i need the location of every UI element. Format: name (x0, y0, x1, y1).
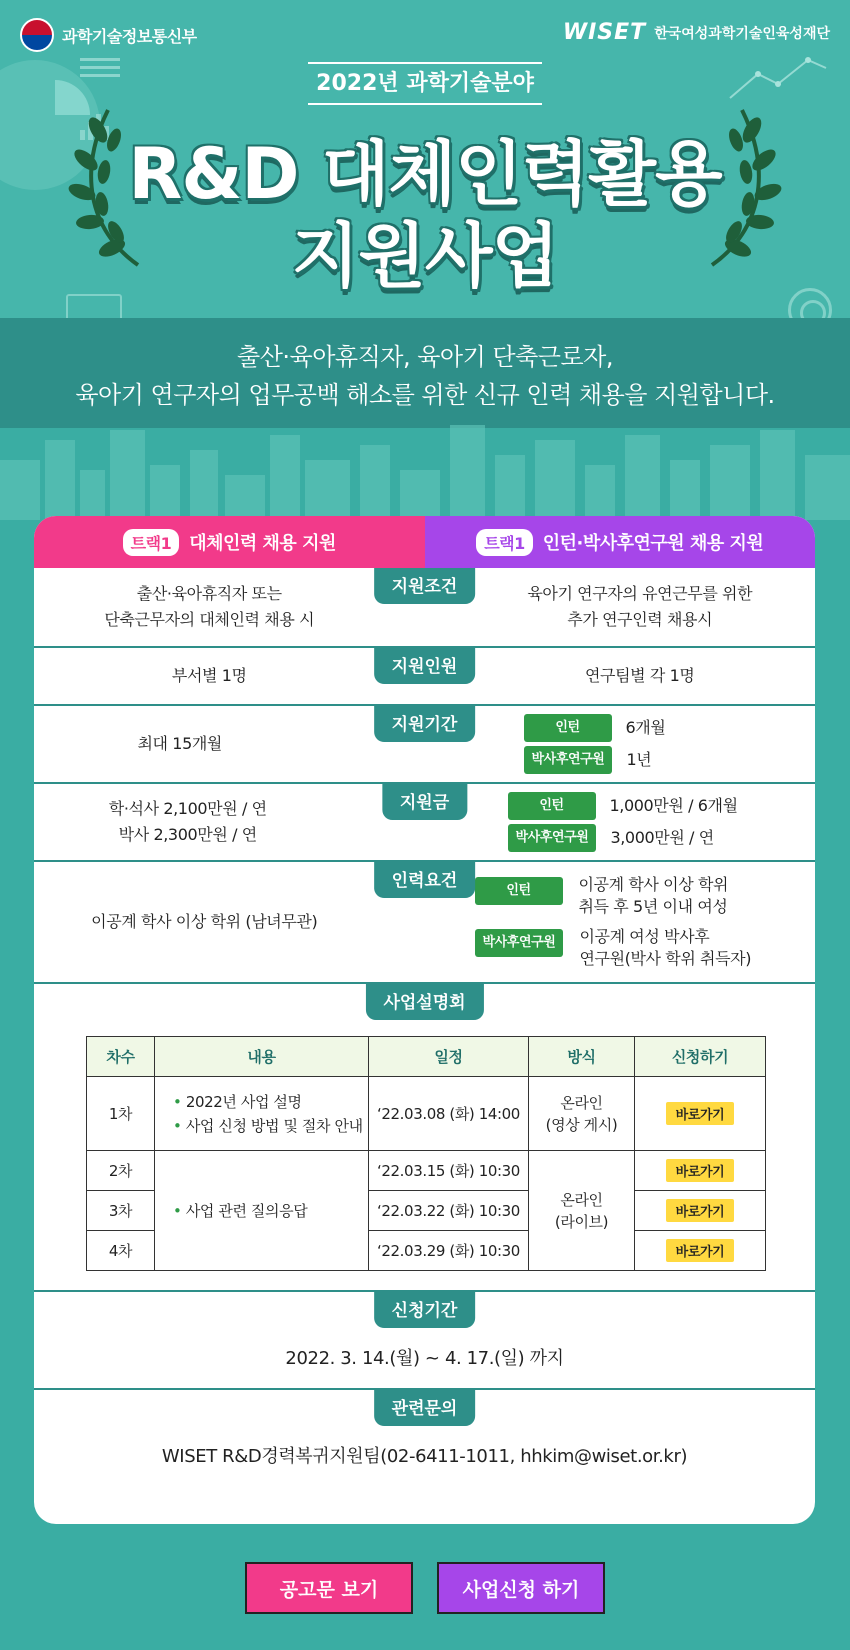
condition-left-line1: 출산·육아휴직자 또는 (136, 584, 282, 603)
amount-intern-value: 1,000만원 / 6개월 (609, 796, 738, 815)
apply-cell (635, 1231, 766, 1271)
round-cell: 2차 (87, 1151, 155, 1191)
row-duration (34, 706, 815, 784)
tag-duration: 지원기간 (374, 706, 476, 742)
tag-count: 지원인원 (374, 648, 476, 684)
row-amount (34, 784, 815, 862)
count-right-text: 연구팀별 각 1명 (585, 666, 695, 685)
info-card (34, 516, 815, 1524)
requirement-intern-text (579, 874, 729, 918)
section-briefing (34, 984, 815, 1292)
track2-header (425, 516, 816, 568)
content-item: • 2022년 사업 설명 (173, 1090, 368, 1114)
apply-cell (635, 1151, 766, 1191)
apply-business-button[interactable]: 사업신청 하기 (437, 1562, 605, 1614)
content-item: • 사업 관련 질의응답 (173, 1199, 368, 1223)
round-cell: 3차 (87, 1191, 155, 1231)
intro-line1: 출산·육아휴직자, 육아기 단축근로자, (237, 343, 613, 371)
go-button-2[interactable]: 바로가기 (666, 1159, 735, 1182)
amount-left (34, 784, 382, 860)
table-row (87, 1077, 766, 1151)
tag-briefing: 사업설명회 (365, 984, 483, 1020)
badge-intern: 인턴 (475, 877, 563, 905)
date-cell: ‘22.03.08 (화) 14:00 (369, 1077, 529, 1151)
tag-condition: 지원조건 (374, 568, 476, 604)
date-cell: ‘22.03.22 (화) 10:30 (369, 1191, 529, 1231)
tag-amount: 지원금 (382, 784, 467, 820)
cta-buttons (0, 1562, 850, 1614)
requirement-left (34, 862, 415, 982)
method-cell (529, 1077, 635, 1151)
requirement-intern (475, 874, 729, 918)
intro-line2: 육아기 연구자의 업무공백 해소를 위한 신규 인력 채용을 지원합니다. (75, 381, 775, 409)
table-row (87, 1151, 766, 1191)
hero-header (0, 0, 850, 320)
round-cell: 1차 (87, 1077, 155, 1151)
condition-right (425, 568, 816, 646)
badge-intern: 인턴 (508, 792, 596, 820)
table-header-row (87, 1037, 766, 1077)
condition-right-line2: 추가 연구인력 채용시 (567, 610, 713, 629)
content-cell (155, 1151, 369, 1271)
duration-intern (524, 714, 666, 742)
duration-postdoc-value: 1년 (626, 750, 652, 769)
go-button-1[interactable]: 바로가기 (666, 1102, 735, 1125)
content-cell (155, 1077, 369, 1151)
method-cell (529, 1151, 635, 1271)
badge-intern: 인턴 (524, 714, 612, 742)
apply-cell (635, 1077, 766, 1151)
apply-cell (635, 1191, 766, 1231)
taegeuk-icon (20, 18, 54, 52)
briefing-table (86, 1036, 766, 1271)
content-item: • 사업 신청 방법 및 절차 안내 (173, 1114, 368, 1138)
section-contact (34, 1390, 815, 1500)
requirement-postdoc (475, 926, 752, 970)
count-left-text: 부서별 1명 (171, 666, 247, 685)
requirement-postdoc-text (579, 926, 751, 970)
year-badge (0, 62, 850, 105)
method-line1: 온라인 (560, 1190, 603, 1209)
date-cell: ‘22.03.15 (화) 10:30 (369, 1151, 529, 1191)
requirement-left-text: 이공계 학사 이상 학위 (남녀무관) (91, 912, 318, 931)
col-apply: 신청하기 (635, 1037, 766, 1077)
tag-contact: 관련문의 (374, 1390, 476, 1426)
go-button-4[interactable]: 바로가기 (666, 1239, 735, 1262)
badge-postdoc: 박사후연구원 (475, 929, 564, 957)
badge-postdoc: 박사후연구원 (508, 824, 597, 852)
section-apply-period (34, 1292, 815, 1390)
wiset-logo (563, 20, 830, 45)
city-skyline (0, 420, 850, 520)
row-condition (34, 568, 815, 648)
wiset-wordmark: WISET (562, 20, 647, 45)
row-requirement (34, 862, 815, 984)
amount-postdoc (508, 824, 714, 852)
ministry-logo (20, 18, 197, 52)
view-notice-button[interactable]: 공고문 보기 (245, 1562, 413, 1614)
amount-left-line1: 학·석사 2,100만원 / 연 (108, 799, 267, 818)
badge-postdoc: 박사후연구원 (524, 746, 613, 774)
track2-label: 인턴·박사후연구원 채용 지원 (542, 533, 764, 554)
tag-requirement: 인력요건 (374, 862, 476, 898)
method-line2: (라이브) (554, 1212, 609, 1231)
tag-apply-period: 신청기간 (374, 1292, 476, 1328)
col-date: 일정 (369, 1037, 529, 1077)
count-left (34, 648, 425, 704)
go-button-3[interactable]: 바로가기 (666, 1199, 735, 1222)
year-badge-text: 2022년 과학기술분야 (308, 62, 542, 105)
condition-left (34, 568, 425, 646)
wiset-org-name: 한국여성과학기술인육성재단 (654, 25, 830, 42)
amount-left-line2: 박사 2,300만원 / 연 (118, 825, 257, 844)
requirement-intern-line1: 이공계 학사 이상 학위 (578, 875, 729, 894)
col-method: 방식 (529, 1037, 635, 1077)
track1-label: 대체인력 채용 지원 (189, 533, 336, 554)
date-cell: ‘22.03.29 (화) 10:30 (369, 1231, 529, 1271)
track2-pill: 트랙1 (476, 529, 533, 556)
requirement-postdoc-line1: 이공계 여성 박사후 (579, 927, 710, 946)
amount-postdoc-value: 3,000만원 / 연 (610, 828, 714, 847)
contact-text: WISET R&D경력복귀지원팀(02-6411-1011, hhkim@wiset.or.kr) (161, 1446, 688, 1467)
requirement-postdoc-line2: 연구원(박사 학위 취득자) (579, 949, 752, 968)
page-title-line2: 지원사업 (291, 215, 559, 297)
condition-left-line2: 단축근무자의 대체인력 채용 시 (104, 610, 315, 629)
track1-pill: 트랙1 (123, 529, 180, 556)
duration-postdoc (524, 746, 652, 774)
method-line1: 온라인 (560, 1093, 603, 1112)
col-content: 내용 (155, 1037, 369, 1077)
method-line2: (영상 게시) (545, 1115, 618, 1134)
row-count (34, 648, 815, 706)
track1-header (34, 516, 425, 568)
col-round: 차수 (87, 1037, 155, 1077)
duration-intern-value: 6개월 (625, 718, 666, 737)
requirement-intern-line2: 취득 후 5년 이내 여성 (578, 897, 728, 916)
count-right (425, 648, 816, 704)
track-header (34, 516, 815, 568)
ministry-name: 과학기술정보통신부 (62, 26, 197, 46)
page-title-line1: R&D 대체인력활용 (128, 133, 722, 215)
condition-right-line1: 육아기 연구자의 유연근무를 위한 (527, 584, 753, 603)
duration-left-text: 최대 15개월 (137, 734, 222, 753)
duration-left (34, 706, 366, 782)
amount-intern (508, 792, 738, 820)
intro-banner (0, 318, 850, 428)
round-cell: 4차 (87, 1231, 155, 1271)
apply-period-text: 2022. 3. 14.(월) ~ 4. 17.(일) 까지 (285, 1348, 564, 1369)
